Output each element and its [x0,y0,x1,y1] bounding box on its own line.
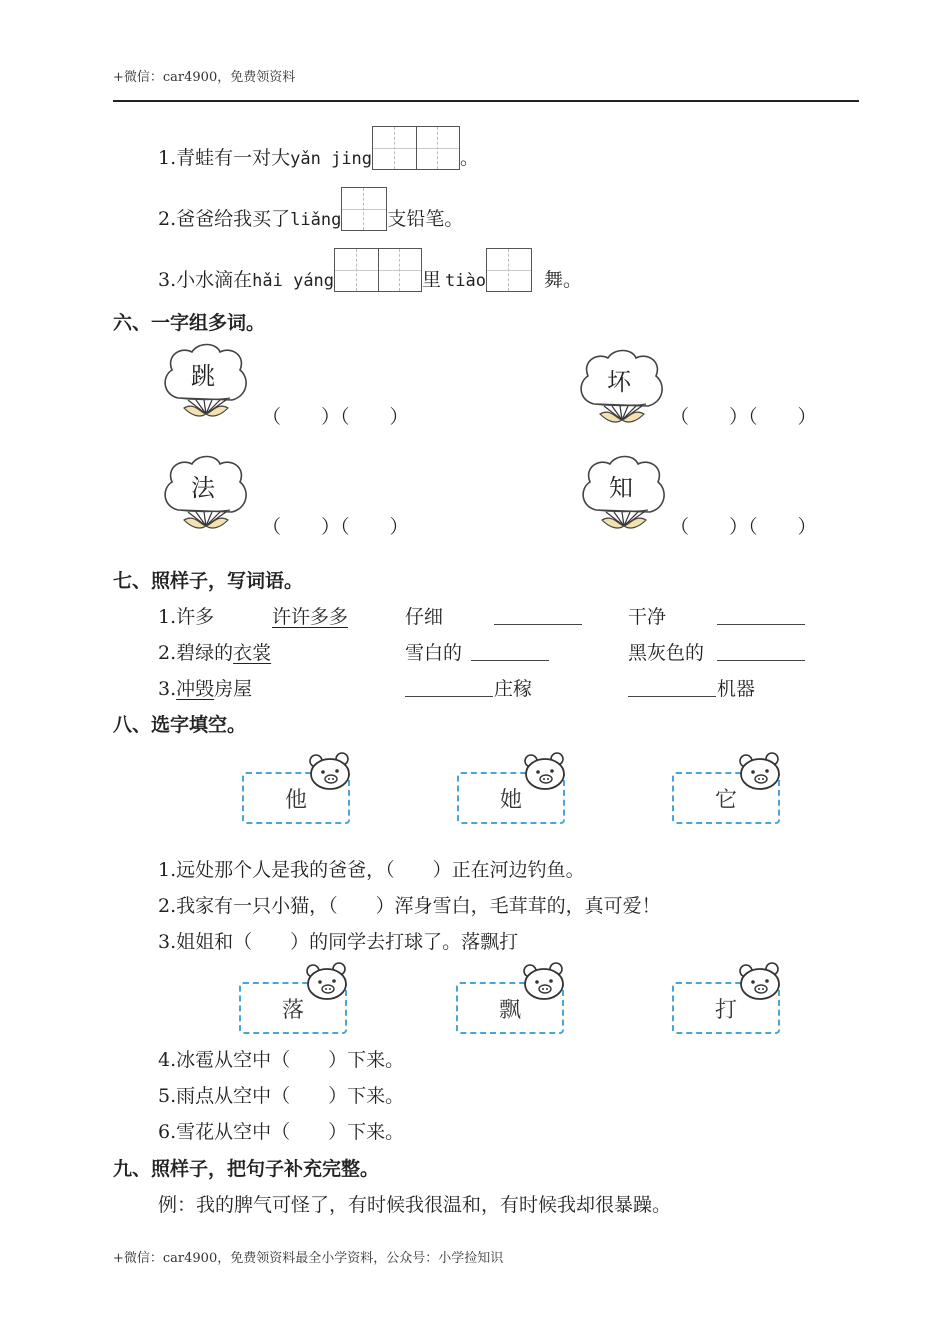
s8-sentence-1: 1.远处那个人是我的爸爸，（ ）正在河边钓鱼。 [158,859,585,881]
pinyin-question-3 [158,248,582,292]
q1-text: 1.青蛙有一对大 [158,147,291,169]
s7-row2-blank-2[interactable] [717,640,805,661]
s7-row1-c: 仔细 [405,606,444,628]
pig-icon [308,752,352,792]
s8-sentence-4: 4.冰雹从空中（ ）下来。 [158,1049,405,1071]
pig-icon [523,752,567,792]
choice-char: 她 [499,788,522,813]
choice-char: 飘 [498,998,521,1023]
s8-sentence-6: 6.雪花从空中（ ）下来。 [158,1121,405,1143]
s7-row2-a: 2.碧绿的衣裳 [158,642,272,664]
q2-suffix: 支铅笔。 [387,208,464,230]
header-rule [113,100,859,102]
pinyin-question-2 [158,187,463,231]
q2-writing-grid[interactable] [341,187,387,231]
s8-sentence-2: 2.我家有一只小猫，（ ）浑身雪白，毛茸茸的，真可爱！ [158,895,661,917]
shell-char-fa [160,454,252,534]
q1-suffix: 。 [460,147,480,169]
section-9-title: 九、照样子，把句子补充完整。 [113,1158,380,1180]
section-6-title: 六、一字组多词。 [113,312,266,334]
q3-mid: 里 [422,269,442,291]
shell-char: 跳 [191,362,215,390]
choice-char: 他 [284,788,307,813]
word-blanks-tiao[interactable]: （ ）（ ） [262,406,409,428]
page-footer: +微信：car4900，免费领资料最全小学资料，公众号：小学捡知识 [113,1251,504,1266]
q2-text: 2.爸爸给我买了 [158,208,291,230]
shell-char-huai [576,348,668,428]
s7-row1-example: 许许多多 [272,606,349,628]
pig-icon [305,962,349,1002]
s7-row3-e: 机器 [717,678,756,700]
word-blanks-fa[interactable]: （ ）（ ） [262,516,409,538]
q1-pinyin: yǎn jing [290,149,373,169]
shell-char: 知 [609,474,633,502]
pig-icon [522,962,566,1002]
word-blanks-huai[interactable]: （ ）（ ） [670,406,817,428]
choice-char: 它 [714,788,737,813]
choice-char: 落 [281,998,304,1023]
q3-text: 3.小水滴在 [158,269,253,291]
page-header: +微信：car4900，免费领资料 [113,70,296,85]
s7-row1-blank-2[interactable] [717,604,805,625]
q3-writing-grid-2[interactable] [486,248,532,292]
q3-pinyin-1: hǎi yáng [252,271,335,291]
shell-char: 法 [191,474,215,502]
section-8-title: 八、选字填空。 [113,714,247,736]
s8-sentence-3: 3.姐姐和（ ）的同学去打球了。落飘打 [158,931,519,953]
choice-char: 打 [714,998,737,1023]
pinyin-question-1 [158,126,479,170]
shell-char-zhi [578,454,670,534]
shell-char: 坏 [607,368,631,396]
q2-pinyin: liǎng [290,210,342,230]
s7-row2-blank-1[interactable] [471,640,549,661]
s7-row3-blank-1[interactable] [405,676,493,697]
s7-row1-d: 干净 [628,606,667,628]
s7-row3-example: 冲毁 [176,678,215,700]
s7-row1-a: 1.许多 [158,606,215,628]
pig-icon [738,752,782,792]
shell-char-tiao [160,342,252,422]
s7-row3-blank-2[interactable] [628,676,716,697]
s7-row3-a: 3.冲毁房屋 [158,678,253,700]
s7-row2-d: 黑灰色的 [628,642,705,664]
word-blanks-zhi[interactable]: （ ）（ ） [670,516,817,538]
s7-row2-example: 衣裳 [233,642,272,664]
s7-row1-blank-1[interactable] [494,604,582,625]
q3-suffix: 舞。 [544,269,583,291]
section-7-title: 七、照样子，写词语。 [113,570,304,592]
q3-writing-grid-1[interactable] [334,248,422,292]
pig-icon [738,962,782,1002]
s7-row3-d: 庄稼 [494,678,533,700]
q1-writing-grid[interactable] [372,126,460,170]
q3-pinyin-2: tiào [445,271,486,291]
s7-row2-c: 雪白的 [405,642,463,664]
s8-sentence-5: 5.雨点从空中（ ）下来。 [158,1085,405,1107]
s9-example: 例：我的脾气可怪了，有时候我很温和，有时候我却很暴躁。 [158,1194,672,1216]
